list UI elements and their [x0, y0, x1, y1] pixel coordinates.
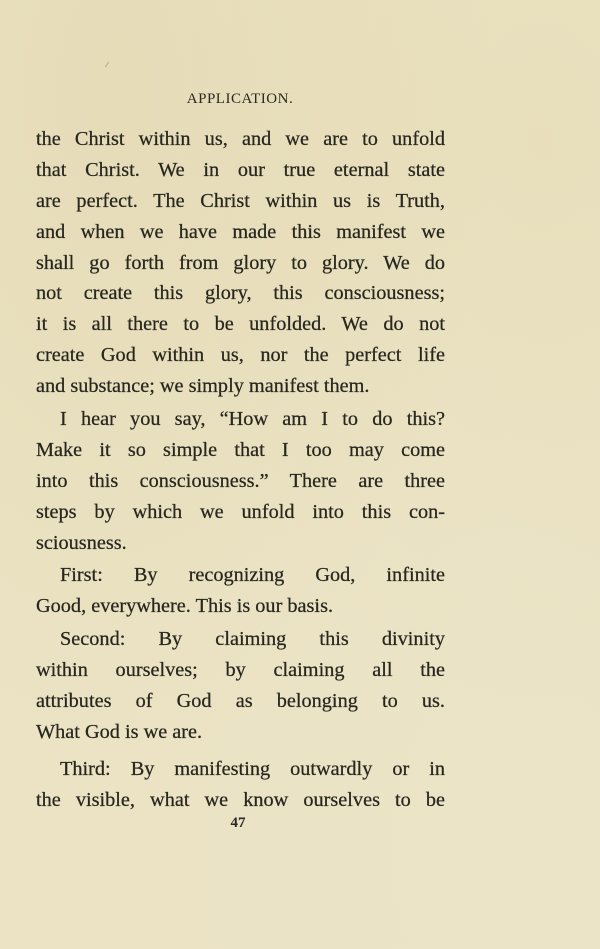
text-line: the Christ within us, and we are to unfold: [36, 128, 445, 150]
text-line: Good, everywhere. This is our basis.: [36, 595, 334, 618]
paragraph-second-step: [36, 624, 445, 748]
text-line: Second: By claiming this divinity: [60, 628, 445, 651]
text-line: and when we have made this manifest we: [36, 220, 445, 243]
running-head: APPLICATION.: [186, 91, 294, 107]
text-line: create God within us, nor the perfect life: [36, 344, 445, 367]
body-text: [36, 124, 445, 816]
paragraph-1: [36, 124, 445, 402]
text-line: it is all there to be unfolded. We do not: [36, 313, 445, 336]
text-line: shall go forth from glory to glory. We do: [36, 251, 445, 274]
paragraph-third-step: [36, 754, 445, 816]
text-line: attributes of God as belonging to us.: [36, 690, 445, 713]
text-line: First: By recognizing God, infinite: [60, 564, 445, 587]
text-line: not create this glory, this consciousness;: [36, 282, 445, 305]
text-line: the visible, what we know ourselves to be: [36, 788, 445, 811]
page-number: 47: [230, 815, 246, 831]
text-line: steps by which we unfold into this con-: [36, 500, 445, 523]
text-line: and substance; we simply manifest them.: [36, 375, 370, 398]
text-line: Make it so simple that I too may come: [36, 438, 445, 461]
paper-speck: [105, 62, 109, 67]
text-line: into this consciousness.” There are three: [36, 469, 445, 492]
paragraph-first-step: [36, 560, 445, 622]
text-line: I hear you say, “How am I to do this?: [60, 408, 445, 431]
text-line: Third: By manifesting outwardly or in: [60, 757, 445, 780]
text-line: sciousness.: [36, 531, 127, 554]
text-line: within ourselves; by claiming all the: [36, 659, 445, 682]
text-line: that Christ. We in our true eternal state: [36, 158, 445, 181]
text-line: What God is we are.: [36, 720, 203, 743]
paragraph-2: [36, 404, 445, 558]
text-line: are perfect. The Christ within us is Truth,: [36, 189, 445, 212]
